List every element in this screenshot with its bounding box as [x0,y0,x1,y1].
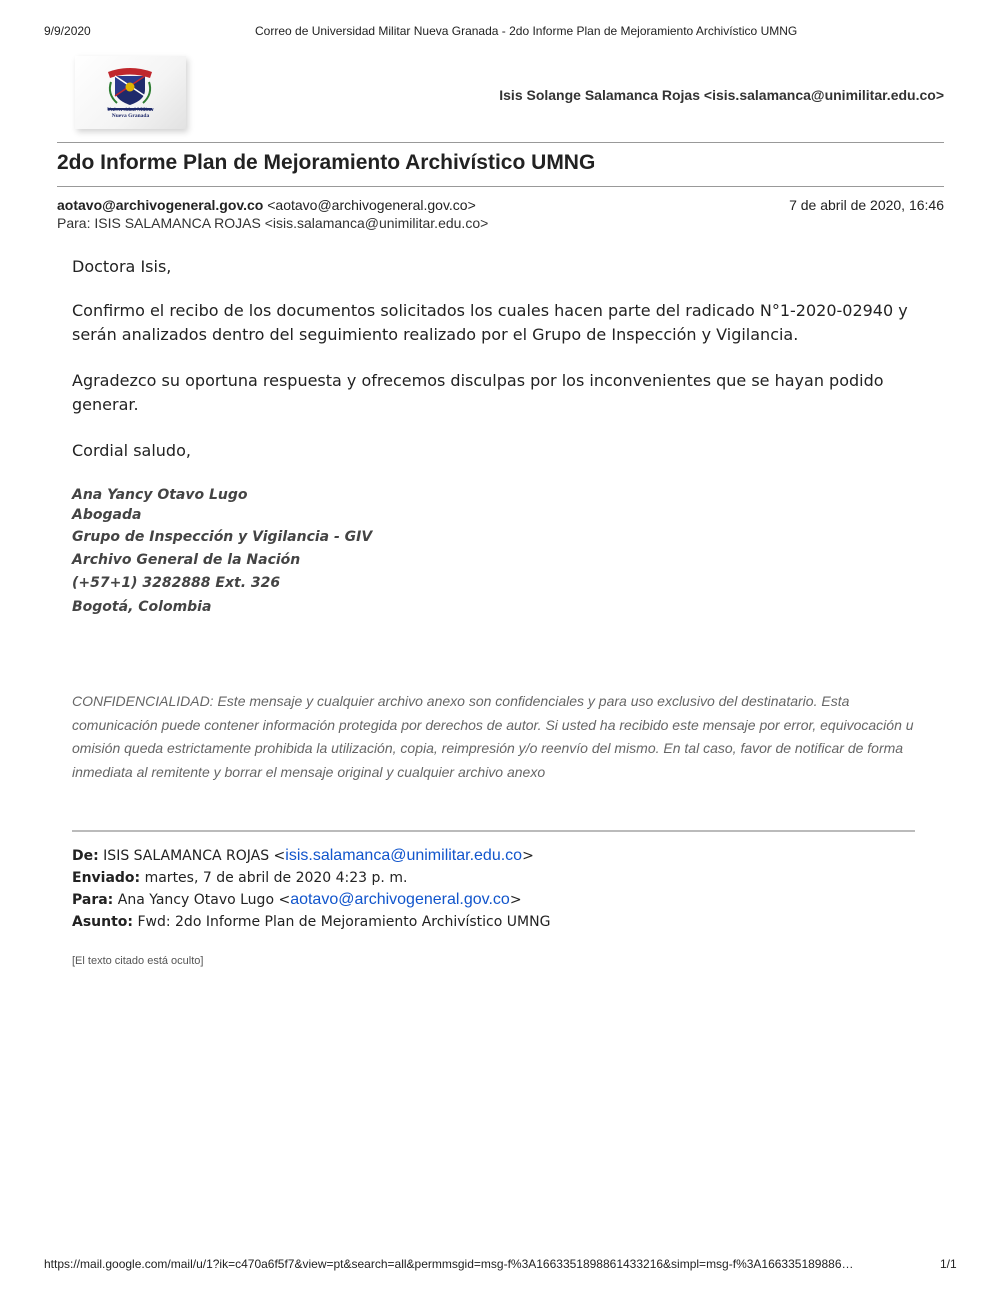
footer-page-number: 1/1 [940,1257,957,1271]
forwarded-to-email-link[interactable]: aotavo@archivogeneral.gov.co [290,891,510,908]
forwarded-to-close: > [509,892,522,908]
forwarded-sent-label: Enviado: [72,870,141,886]
closing: Cordial saludo, [72,441,191,460]
signature-phone: (+57+1) 3282888 Ext. 326 [72,575,281,591]
subject-divider [57,186,944,187]
forwarded-to-name: Ana Yancy Otavo Lugo < [117,892,291,908]
forwarded-from-close: > [522,848,534,864]
forwarded-from-label: De: [72,848,99,864]
header-divider [57,142,944,143]
recipient-line: Para: ISIS SALAMANCA ROJAS <isis.salamanca@unimilitar.edu.co> [57,215,489,231]
forwarded-from-name: ISIS SALAMANCA ROJAS < [103,848,286,864]
forwarded-from-email-link[interactable]: isis.salamanca@unimilitar.edu.co [285,847,523,864]
forwarded-sent-value: martes, 7 de abril de 2020 4:23 p. m. [144,870,408,886]
paragraph-1-line-2: serán analizados dentro del seguimiento realizado por el Grupo de Inspección y Vigilancia. [72,325,799,344]
forwarded-subject-label: Asunto: [72,914,134,930]
signature-org: Archivo General de la Nación [72,552,301,568]
forwarded-to [72,889,522,911]
forwarded-from [72,845,534,867]
paragraph-2-line-2: generar. [72,395,139,414]
print-date: 9/9/2020 [44,24,91,38]
footer-url: https://mail.google.com/mail/u/1?ik=c470a6f5f7&view=pt&search=all&permmsgid=msg-f%3A1663351898861433216&simpl=msg-f%3A166335189886… [44,1257,854,1271]
sender-address: <aotavo@archivogeneral.gov.co> [267,197,476,213]
signature-group: Grupo de Inspección y Vigilancia - GIV [72,529,373,545]
sender-name: aotavo@archivogeneral.gov.co [57,197,264,213]
forward-divider [72,830,915,832]
signature-city: Bogotá, Colombia [72,599,212,615]
show-quoted-text-link[interactable]: [El texto citado está oculto] [72,955,204,967]
logo-line-2: Nueva Granada [111,113,150,119]
forwarded-subject-value: Fwd: 2do Informe Plan de Mejoramiento Archivístico UMNG [137,914,551,930]
paragraph-2-line-1: Agradezco su oportuna respuesta y ofrecemos disculpas por los inconvenientes que se hayan podido [72,371,884,390]
signature-name: Ana Yancy Otavo Lugo [72,487,248,503]
forwarded-subject [72,911,550,933]
forwarded-sent [72,867,407,889]
paragraph-1-line-1: Confirmo el recibo de los documentos solicitados los cuales hacen parte del radicado N°1-2020-02940 y [72,301,908,320]
message-date: 7 de abril de 2020, 16:46 [789,197,944,213]
logo-line-1: Universidad Militar [107,107,154,113]
print-page-title: Correo de Universidad Militar Nueva Granada - 2do Informe Plan de Mejoramiento Archivístico UMNG [255,24,798,38]
account-name: Isis Solange Salamanca Rojas <isis.salamanca@unimilitar.edu.co> [499,87,944,103]
signature-title: Abogada [72,507,142,523]
greeting: Doctora Isis, [72,257,172,276]
university-logo [75,56,186,129]
email-subject: 2do Informe Plan de Mejoramiento Archivístico UMNG [57,151,596,174]
forwarded-to-label: Para: [72,892,114,908]
sender-line [57,197,476,213]
confidentiality-notice: CONFIDENCIALIDAD: Este mensaje y cualquier archivo anexo son confidenciales y para uso exclusivo del destinatario. Esta comunicación puede contener información protegida por derechos de autor. Si usted ha recibido este mensaje por error, equivocación u omisión queda estrictamente prohibida la utilización, copia, reimpresión y/o reenvío del mismo. En tal caso, favor de notificar de forma inmediata al remitente y borrar el mensaje original y cualquier archivo anexo [72,693,914,780]
